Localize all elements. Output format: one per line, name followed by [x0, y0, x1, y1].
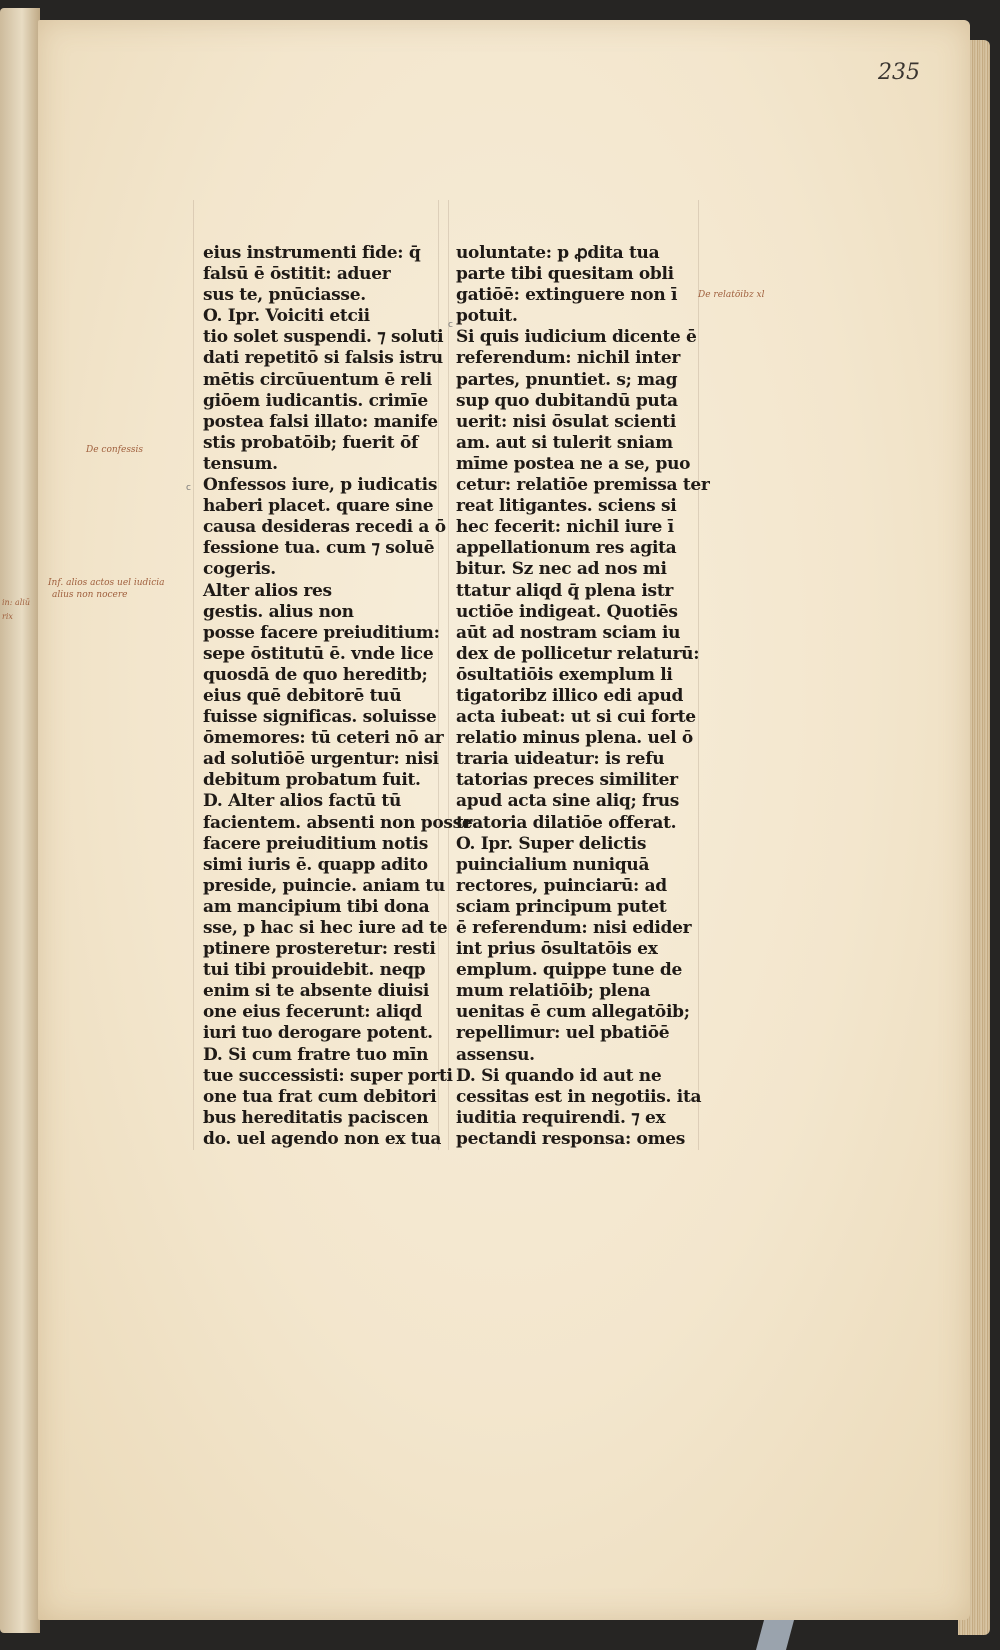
- text-column-right: [456, 243, 710, 1150]
- margin-note-alios: Inf. alios actos uel iudicia: [48, 578, 165, 588]
- text-line: iuri tuo derogare potent.: [203, 1023, 433, 1044]
- text-line: int prius ōsultatōis ex: [456, 939, 658, 960]
- text-line: falsū ē ōstitit: aduer: [203, 264, 391, 285]
- margin-note-confessis: De confessis: [86, 445, 144, 455]
- text-line: bitur. Sz nec ad nos mi: [456, 559, 667, 580]
- text-line: one tua frat cum debitori: [203, 1086, 437, 1107]
- text-line: partes, pnuntiet. s; mag: [456, 369, 678, 390]
- text-line: ttatur aliqd q̄ plena istr: [456, 580, 674, 601]
- text-line: rectores, puinciarū: ad: [456, 875, 667, 896]
- text-line: cessitas est in negotiis. ita: [456, 1086, 702, 1107]
- text-line: hec fecerit: nichil iure ī: [456, 517, 674, 538]
- text-line: iuditia requirendi. ⁊ ex: [456, 1107, 666, 1128]
- text-line: relatio minus plena. uel ō: [456, 728, 693, 749]
- ruling-line: [448, 200, 449, 1150]
- margin-note-relationibus: De relatōibz xl: [698, 290, 765, 300]
- text-line: D. Si cum fratre tuo mīn: [203, 1044, 429, 1065]
- scanner-clip: [756, 1620, 794, 1650]
- text-line: mētis circūuentum ē reli: [203, 369, 432, 390]
- text-line: sepe ōstitutū ē. vnde lice: [203, 643, 434, 664]
- text-line: sciam principum putet: [456, 896, 667, 917]
- text-line: Onfessos iure, p iudicatis: [203, 475, 438, 496]
- text-line: reat litigantes. sciens si: [456, 496, 677, 517]
- text-line: gestis. alius non: [203, 601, 354, 622]
- manuscript-page: [38, 20, 970, 1620]
- text-line: giōem iudicantis. crimīe: [203, 390, 428, 411]
- text-line: fuisse significas. soluisse: [203, 707, 437, 728]
- text-line: mum relatiōib; plena: [456, 981, 651, 1002]
- previous-page-edge: [0, 8, 40, 1633]
- text-line: puincialium nuniquā: [456, 854, 650, 875]
- text-line: simi iuris ē. quapp adito: [203, 854, 428, 875]
- text-line: ōsultatiōis exemplum li: [456, 664, 673, 685]
- text-line: Si quis iudicium dicente ē: [456, 327, 697, 348]
- margin-mark: c: [186, 483, 191, 493]
- text-line: referendum: nichil inter: [456, 348, 681, 369]
- margin-mark: c: [448, 320, 453, 330]
- text-line: sup quo dubitandū puta: [456, 390, 678, 411]
- text-line: tatorias preces similiter: [456, 770, 678, 791]
- text-line: postea falsi illato: manife: [203, 411, 438, 432]
- text-line: preside, puincie. aniam tu: [203, 875, 445, 896]
- ruling-line: [698, 200, 699, 1150]
- text-line: bus hereditatis paciscen: [203, 1107, 429, 1128]
- text-line: O. Ipr. Voiciti etcii: [203, 306, 370, 327]
- text-line: sse, p hac si hec iure ad te: [203, 918, 448, 938]
- edge-note: in: aliū: [2, 598, 30, 607]
- folio-number: 235: [878, 60, 920, 85]
- text-line: haberi placet. quare sine: [203, 496, 434, 517]
- text-line: uctiōe indigeat. Quotiēs: [456, 601, 678, 622]
- text-line: one eius fecerunt: aliqd: [203, 1002, 423, 1023]
- text-line: tigatoribz illico edi apud: [456, 685, 684, 706]
- text-line: mīme postea ne a se, puo: [456, 453, 691, 474]
- text-line: cetur: relatiōe premissa ter: [456, 475, 710, 496]
- text-line: stis probatōib; fuerit ōf: [203, 432, 419, 453]
- text-line: posse facere preiuditium:: [203, 622, 440, 643]
- text-line: potuit.: [456, 306, 518, 327]
- text-line: gatiōē: extinguere non ī: [456, 285, 678, 306]
- edge-note: rix: [2, 612, 13, 621]
- text-line: parte tibi quesitam obli: [456, 264, 674, 285]
- text-line: do. uel agendo non ex tua: [203, 1128, 442, 1149]
- text-line: tio solet suspendi. ⁊ soluti: [203, 327, 444, 348]
- text-line: Alter alios res: [203, 580, 332, 601]
- text-line: appellationum res agita: [456, 538, 677, 559]
- text-line: ptinere prosteretur: resti: [203, 939, 436, 960]
- text-line: facere preiuditium notis: [203, 833, 428, 854]
- text-line: uoluntate: p ꝓdita tua: [456, 243, 660, 263]
- text-line: ē referendum: nisi edider: [456, 918, 692, 938]
- text-line: pectandi responsa: omes: [456, 1128, 686, 1149]
- ruling-line: [193, 200, 194, 1150]
- text-line: D. Si quando id aut ne: [456, 1065, 662, 1086]
- text-line: tratoria dilatiōe offerat.: [456, 812, 677, 833]
- text-line: uenitas ē cum allegatōib;: [456, 1002, 690, 1023]
- text-line: ad solutiōē urgentur: nisi: [203, 749, 439, 770]
- text-line: debitum probatum fuit.: [203, 770, 421, 791]
- text-line: assensu.: [456, 1044, 535, 1065]
- text-line: enim si te absente diuisi: [203, 981, 430, 1002]
- text-line: tui tibi prouidebit. neqp: [203, 960, 426, 981]
- text-line: emplum. quippe tune de: [456, 960, 682, 981]
- text-line: D. Alter alios factū tū: [203, 791, 402, 812]
- text-line: tensum.: [203, 453, 278, 474]
- text-line: tue successisti: super porti: [203, 1065, 453, 1086]
- text-column-left: [203, 243, 473, 1150]
- text-line: apud acta sine aliq; frus: [456, 791, 680, 812]
- text-line: am. aut si tulerit sniam: [456, 432, 673, 453]
- text-line: fessione tua. cum ⁊ soluē: [203, 538, 435, 559]
- text-line: O. Ipr. Super delictis: [456, 833, 647, 854]
- text-line: sus te, pnūciasse.: [203, 285, 366, 306]
- text-line: dati repetitō si falsis istru: [203, 348, 443, 369]
- text-line: dex de pollicetur relaturū:: [456, 643, 700, 664]
- text-line: repellimur: uel pbatiōē: [456, 1023, 670, 1044]
- text-line: aūt ad nostram sciam iu: [456, 622, 681, 643]
- text-line: cogeris.: [203, 559, 276, 580]
- text-line: am mancipium tibi dona: [203, 896, 430, 917]
- text-line: eius instrumenti fide: q̄: [203, 243, 421, 263]
- margin-note-nocere: alius non nocere: [52, 590, 128, 600]
- text-line: quosdā de quo hereditb;: [203, 664, 428, 685]
- text-line: causa desideras recedi a ō: [203, 517, 446, 538]
- text-line: traria uideatur: is refu: [456, 749, 665, 770]
- text-line: ōmemores: tū ceteri nō ar: [203, 728, 444, 749]
- text-line: uerit: nisi ōsulat scienti: [456, 411, 676, 432]
- text-line: eius quē debitorē tuū: [203, 685, 402, 706]
- text-line: acta iubeat: ut si cui forte: [456, 707, 696, 728]
- text-line: facientem. absenti non posse: [203, 812, 473, 833]
